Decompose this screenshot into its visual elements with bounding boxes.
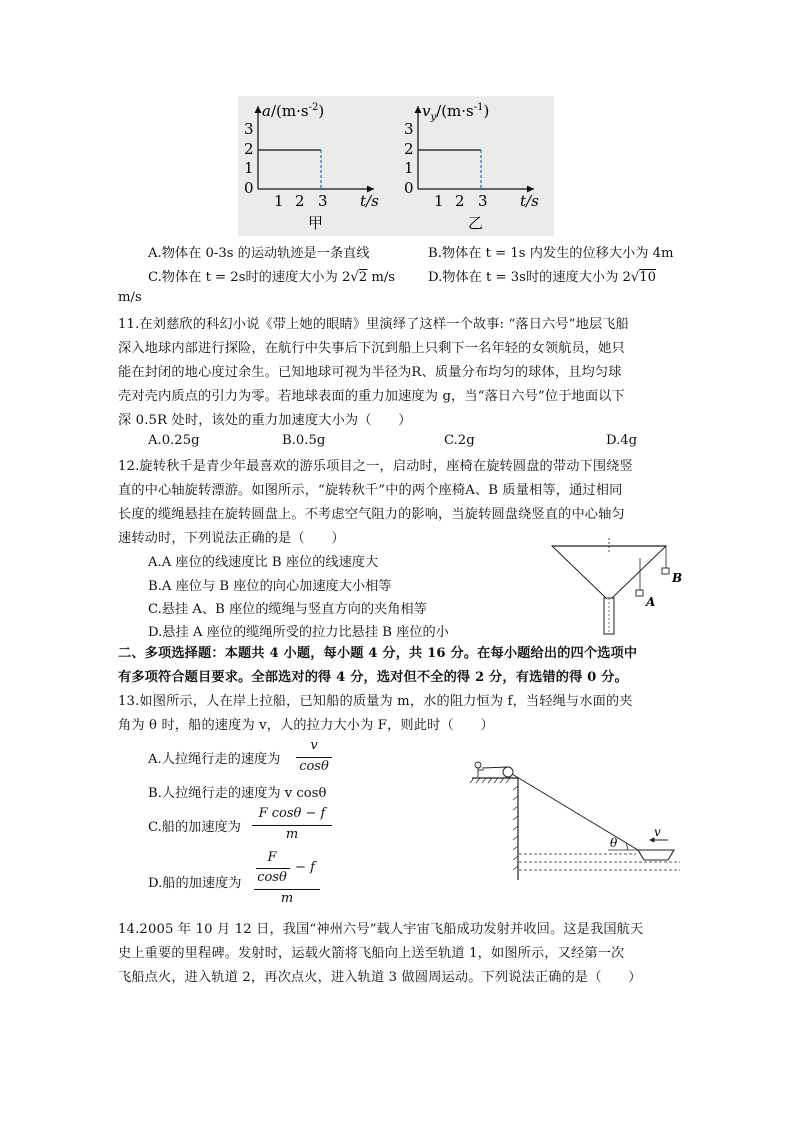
q13-option-d-inner-numerator: F xyxy=(267,850,277,865)
jia-ytick-2: 2 xyxy=(244,140,254,158)
q13-option-d-fraction-bar xyxy=(254,889,320,890)
q10-option-d-pre: D.物体在 t = 3s时的速度大小为 2 xyxy=(428,270,631,285)
jia-xtick-2: 2 xyxy=(295,192,305,210)
q12-line-1: 12.旋转秋千是青少年最喜欢的游乐项目之一，启动时，座椅在旋转圆盘的带动下围绕竖 xyxy=(118,459,633,474)
boat-icon xyxy=(638,850,674,860)
q11-line-4: 壳对壳内质点的引力为零。若地球表面的重力加速度为 g，当“落日六号”位于地面以下 xyxy=(118,389,625,404)
q11-option-c: C.2g xyxy=(444,433,475,448)
theta-arc xyxy=(626,844,628,850)
jia-xtick-3: 3 xyxy=(318,192,328,210)
yi-xtick-2: 2 xyxy=(455,192,465,210)
q11-line-3: 能在封闭的地心度过余生。已知地球可视为半径为R、质量分布均匀的球体，且均匀球 xyxy=(118,365,622,380)
q10-option-b: B.物体在 t = 1s 内发生的位移大小为 4m xyxy=(428,246,674,261)
q13-option-c-fraction-bar xyxy=(252,825,332,826)
q11-option-a: A.0.25g xyxy=(148,433,200,448)
q10-option-c-post: m/s xyxy=(367,270,396,285)
q12-line-2: 直的中心轴旋转漂游。如图所示，“旋转秋千”中的两个座椅A、B 质量相等，通过相同 xyxy=(118,483,623,498)
q12-option-d: D.悬挂 A 座位的缆绳所受的拉力比悬挂 B 座位的小 xyxy=(148,625,449,640)
yi-caption: 乙 xyxy=(468,214,484,232)
rope-horizontal xyxy=(482,767,508,768)
jia-ylabel xyxy=(262,102,324,120)
q11-option-d: D.4g xyxy=(606,433,638,448)
q12-line-3: 长度的缆绳悬挂在旋转圆盘上。不考虑空气阻力的影响，当旋转圆盘绕竖直的中心轴匀 xyxy=(118,507,625,522)
q10-option-c xyxy=(148,266,395,285)
q10-option-d-unit: m/s xyxy=(118,290,142,305)
section2-line-2: 有多项符合题目要求。全部选对的得 4 分，选对但不全的得 2 分，有选错的得 0 分。 xyxy=(118,670,628,685)
graph-figure-panel xyxy=(238,96,554,236)
jia-xlabel: t/s xyxy=(360,192,379,210)
q14-line-2: 史上重要的里程碑。发射时，运载火箭将飞船向上送至轨道 1，如图所示，又经第一次 xyxy=(118,946,625,961)
q10-option-d-radicand: 10 xyxy=(639,270,657,285)
yi-xlabel: t/s xyxy=(520,192,539,210)
yi-ytick-1: 1 xyxy=(404,159,414,177)
q11-option-b: B.0.5g xyxy=(282,433,326,448)
sqrt-symbol: √ xyxy=(630,270,640,285)
q13-option-b: B.人拉绳行走的速度为 v cosθ xyxy=(148,786,327,801)
q13-option-a-label: A.人拉绳行走的速度为 xyxy=(148,752,281,767)
q12-option-c: C.悬挂 A、B 座位的缆绳与竖直方向的夹角相等 xyxy=(148,602,427,617)
water-surface xyxy=(519,854,680,870)
theta-label: θ xyxy=(610,836,618,850)
seat-b xyxy=(662,568,669,574)
yi-ylabel-unit: /(m·s xyxy=(436,102,474,120)
section2-line-1: 二、多项选择题：本题共 4 小题，每小题 4 分，共 16 分。在每小题给出的四个选项中 xyxy=(118,646,638,661)
jia-ylabel-var: a xyxy=(262,102,271,120)
yi-xtick-1: 1 xyxy=(434,192,444,210)
jia-ylabel-unit: /(m·s xyxy=(270,102,309,120)
yi-ylabel-var: v xyxy=(422,102,431,120)
q13-option-a-denominator: cosθ xyxy=(299,759,329,774)
q11-line-5: 深 0.5R 处时，该处的重力加速度大小为（ ） xyxy=(118,413,412,428)
boat-pulling-diagram xyxy=(468,756,682,886)
jia-xtick-1: 1 xyxy=(274,192,284,210)
q11-line-1: 11.在刘慈欣的科幻小说《带上她的眼睛》里演绎了这样一个故事: “落日六号”地层飞船 xyxy=(118,317,629,332)
jia-ytick-3: 3 xyxy=(244,120,254,138)
pulley-icon xyxy=(503,767,513,777)
q14-line-1: 14.2005 年 10 月 12 日，我国“神州六号”载人宇宙飞船成功发射并收回。这是我国航天 xyxy=(118,922,644,937)
q12-line-4: 速转动时，下列说法正确的是（ ） xyxy=(118,531,345,546)
q13-option-a-numerator: v xyxy=(310,738,318,753)
yi-ytick-2: 2 xyxy=(404,140,414,158)
yi-ytick-3: 3 xyxy=(404,120,414,138)
q13-option-d-inner-bar xyxy=(256,868,290,869)
cliff-hatching xyxy=(513,786,518,870)
seat-b-label: B xyxy=(672,571,683,585)
q12-option-a: A.A 座位的线速度比 B 座位的线速度大 xyxy=(148,555,379,570)
q13-option-d-inner-denominator: cosθ xyxy=(257,870,287,885)
q13-option-c-label: C.船的加速度为 xyxy=(148,820,241,835)
q13-option-d-denominator: m xyxy=(280,891,294,906)
yi-ylabel-close: ) xyxy=(483,102,490,120)
yi-xtick-3: 3 xyxy=(478,192,488,210)
q10-option-c-radicand: 2 xyxy=(358,270,368,285)
seat-a xyxy=(636,590,643,596)
q10-option-a: A.物体在 0-3s 的运动轨迹是一条直线 xyxy=(148,246,370,261)
q13-option-c-numerator: F cosθ − f xyxy=(258,806,326,821)
jia-ylabel-exp: -2 xyxy=(308,102,319,113)
jia-ytick-0: 0 xyxy=(244,179,254,197)
q10-option-d xyxy=(428,266,656,285)
rope-slanted xyxy=(512,774,638,850)
q13-line-2: 角为 θ 时，船的速度为 v，人的拉力大小为 F，则此时（ ） xyxy=(118,718,494,733)
q13-line-1: 13.如图所示，人在岸上拉船，已知船的质量为 m，水的阻力恒为 f，当轻绳与水面的夹 xyxy=(118,694,633,709)
seat-a-label: A xyxy=(646,595,656,609)
q11-line-2: 深入地球内部进行探险，在航行中失事后下沉到船上只剩下一名年轻的女领航员，她只 xyxy=(118,341,625,356)
q12-option-b: B.A 座位与 B 座位的向心加速度大小相等 xyxy=(148,579,392,594)
person-head-icon xyxy=(475,762,481,768)
yi-ylabel xyxy=(422,102,489,123)
swing-disc xyxy=(552,546,666,598)
yi-ytick-0: 0 xyxy=(404,179,414,197)
velocity-label: v xyxy=(654,825,661,839)
jia-ytick-1: 1 xyxy=(244,159,254,177)
yi-ylabel-exp: -1 xyxy=(473,102,484,113)
q13-option-a-fraction-bar xyxy=(296,757,332,758)
graph-figure-svg xyxy=(238,96,554,236)
swing-diagram xyxy=(548,538,694,638)
q13-option-d-label: D.船的加速度为 xyxy=(148,876,242,891)
q10-option-c-pre: C.物体在 t = 2s时的速度大小为 2 xyxy=(148,270,351,285)
q14-line-3: 飞船点火，进入轨道 2，再次点火，进入轨道 3 做圆周运动。下列说法正确的是（ ） xyxy=(118,970,642,985)
shore-hatching xyxy=(470,778,510,783)
yi-ylabel-sub: y xyxy=(430,112,437,123)
q13-option-c-denominator: m xyxy=(285,827,299,842)
jia-ylabel-close: ) xyxy=(318,102,325,120)
q13-option-d-minus-f: − f xyxy=(295,860,315,875)
jia-caption: 甲 xyxy=(308,214,324,232)
sqrt-symbol: √ xyxy=(350,270,359,285)
